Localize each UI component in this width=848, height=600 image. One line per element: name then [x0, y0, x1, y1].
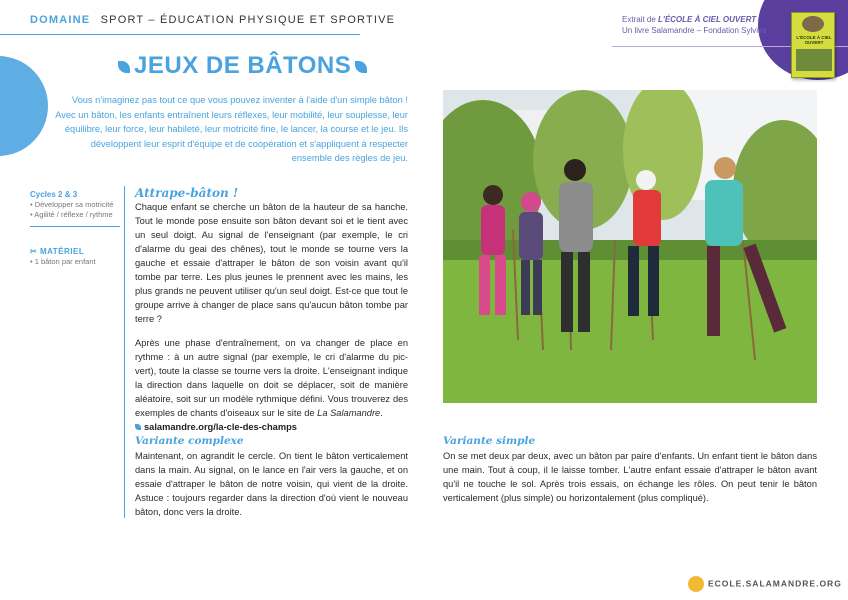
page-title: [114, 52, 371, 80]
material-item: • 1 bâton par enfant: [30, 257, 96, 266]
book-cover-title: L'ÉCOLE À CIEL OUVERT: [796, 35, 832, 45]
intro-paragraph: Vous n'imaginez pas tout ce que vous pouvez inventer à l'aide d'un simple bâton ! Avec un bâton, les enfants entraînent leurs réflexes, leur mobilité, leur souplesse, leur équilibre, leur force, leur habileté, leur motricité fine, le lancer, la course et le jeu. Ils développent leur esprit d'équipe et de coopération et s'appliquent à respecter ensemble des règles de jeu.: [55, 95, 408, 163]
variant-complex-text: Maintenant, on agrandit le cercle. On tient le bâton verticalement dans la main. Au signal, on le lance en l'air vers la gauche, et on essaie d'attraper le bâton de notre voisin, qui vient de la droite. Astuce : toujours regarder dans la direction d'où vient le nouveau bâton, donc vers la droite.: [135, 451, 408, 517]
variant-simple-heading: Variante simple: [443, 435, 536, 447]
variant-complex: [135, 434, 408, 519]
sidebar: [30, 190, 120, 267]
goal-item: • Développer sa motricité: [30, 200, 114, 209]
scissors-icon: ✂: [30, 247, 38, 256]
page-title-text: JEUX DE BÂTONS: [134, 52, 352, 79]
link-icon: [135, 424, 141, 430]
leaf-icon: [355, 61, 367, 73]
book-cover-image: [791, 12, 835, 78]
salamandre-logo-icon: [688, 576, 704, 592]
decorative-circle: [0, 56, 48, 156]
material-heading: [30, 247, 120, 257]
extract-prefix: Extrait de: [622, 15, 656, 24]
goal-item: • Agilité / réflexe / rythme: [30, 210, 113, 219]
material-label: MATÉRIEL: [39, 247, 85, 256]
variant-simple: [443, 434, 817, 505]
sidebar-divider: [30, 226, 120, 227]
magazine-name: La Salamandre: [317, 408, 381, 418]
resource-link-text[interactable]: salamandre.org/la-cle-des-champs: [144, 422, 297, 432]
main-paragraph-1: Chaque enfant se cherche un bâton de la hauteur de sa hanche. Tout le monde pose ensuite son bâton devant soi et le tient avec un seul doigt. Au signal de l'enseignant (par exemple, le cri d'alarme du geai des chênes), tout le monde se tourne vers la gauche et essaie d'attraper le bâton de son voisin avant qu'il tombe par terre. Les plus jeunes le prennent avec les mains, les plus grands ne peuvent utiliser qu'un seul doigt. Est-ce que tout le groupe arrive à changer de place sans qu'aucun bâton tombe par terre ?: [135, 202, 408, 324]
footer: [688, 576, 842, 592]
cycles-label: Cycles 2 & 3: [30, 190, 78, 199]
children-playing-photo: [443, 90, 817, 403]
variant-complex-heading: Variante complexe: [135, 435, 244, 447]
publisher: Un livre Salamandre – Fondation Sylviva: [622, 26, 767, 35]
main-heading: Attrape-bâton !: [135, 186, 239, 200]
book-extract-info: [622, 14, 767, 36]
book-title: L'ÉCOLE À CIEL OUVERT: [658, 15, 757, 24]
main-paragraph-2-text: Après une phase d'entraînement, on va changer de place en rythme : à un autre signal (par exemple, le cri d'alarme du pic-vert), toute la classe se tourne vers la droite. L'enseignant indique la direction dans laquelle on doit se déplacer, soit de manière aléatoire, soit sur un modèle rythmique défini. Vous trouverez des exemples de chants d'oiseaux sur le site de: [135, 338, 408, 418]
main-column: [135, 186, 408, 434]
footer-site[interactable]: ECOLE.SALAMANDRE.ORG: [708, 578, 842, 589]
header-divider: [0, 34, 360, 35]
variant-simple-text: On se met deux par deux, avec un bâton par paire d'enfants. Un enfant tient le bâton dans une main. Tout à coup, il le laisse tomber. L'autre enfant essaie d'attraper le bâton avant qu'il ne touche le sol. Après trois essais, on échange les rôles. On peut tenir le bâton verticalement (plus simple) ou horizontalement (plus compliqué).: [443, 451, 817, 503]
domain-value: SPORT – ÉDUCATION PHYSIQUE ET SPORTIVE: [100, 14, 396, 26]
photo-illustration: [443, 90, 817, 403]
domain-label: DOMAINE: [30, 14, 91, 26]
main-paragraph-2: Après une phase d'entraînement, on va changer de place en rythme : à un autre signal (par exemple, le cri d'alarme du pic-vert), toute la classe se tourne vers la droite. L'enseignant indique la direction dans laquelle on doit se déplacer, soit de manière aléatoire, soit sur un modèle rythmique défini. Vous trouverez des exemples de chants d'oiseaux sur le site de La Salamandre.: [135, 338, 408, 418]
column-divider: [124, 186, 125, 518]
leaf-icon: [118, 61, 130, 73]
resource-link[interactable]: [135, 420, 408, 434]
domain-header: [30, 14, 395, 26]
